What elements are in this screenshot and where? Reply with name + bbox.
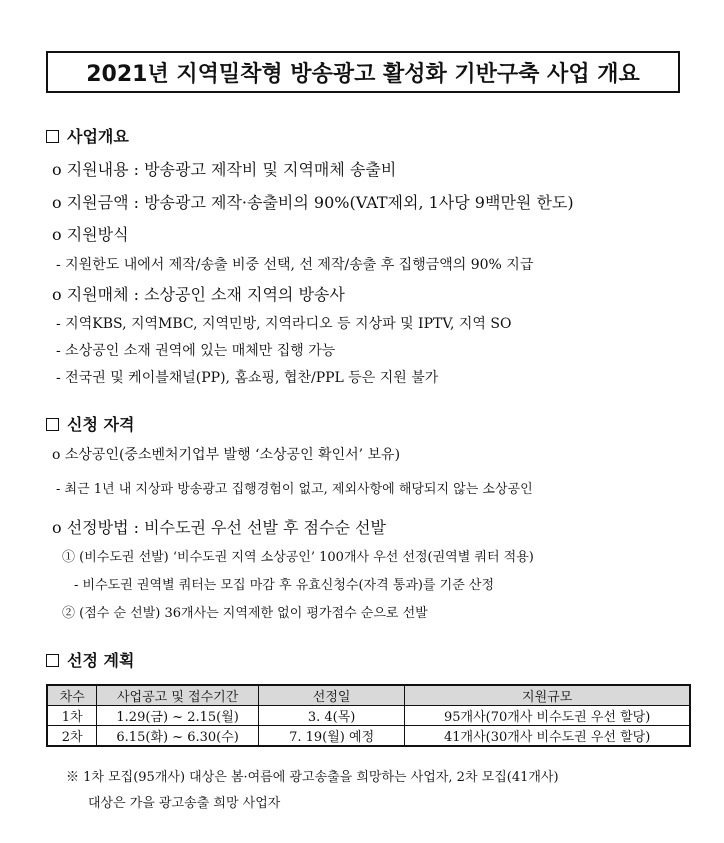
schedule-table — [46, 684, 691, 747]
selection-step-1: ① (비수도권 선발) ‘비수도권 지역 소상공인’ 100개사 우선 선정(권역별 쿼터 적용) — [62, 550, 534, 565]
cell-round: 2차 — [47, 726, 97, 747]
cell-selection-date: 3. 4(목) — [258, 706, 404, 726]
media-item-1: - 지역KBS, 지역MBC, 지역민방, 지역라디오 등 지상파 및 IPTV, 지역 SO — [56, 316, 512, 332]
cell-selection-date: 7. 19(월) 예정 — [258, 726, 404, 747]
column-header-round: 차수 — [47, 685, 97, 706]
section-heading-overview — [46, 124, 129, 147]
support-method: o 지원방식 — [52, 225, 129, 244]
media-item-2: - 소상공인 소재 권역에 있는 매체만 집행 가능 — [56, 343, 336, 359]
column-header-selection-date: 선정일 — [258, 685, 404, 706]
section-heading-text: 선정 계획 — [67, 651, 135, 670]
cell-round: 1차 — [47, 706, 97, 726]
checkbox-square-icon — [46, 418, 59, 431]
column-header-support-scale: 지원규모 — [405, 685, 690, 706]
column-header-period: 사업공고 및 접수기간 — [97, 685, 259, 706]
section-heading-text: 사업개요 — [67, 127, 129, 146]
cell-support-scale: 95개사(70개사 비수도권 우선 할당) — [405, 706, 690, 726]
note-line-2: 대상은 가을 광고송출 희망 사업자 — [88, 796, 281, 811]
checkbox-square-icon — [46, 654, 59, 667]
cell-period: 1.29(금) ~ 2.15(월) — [97, 706, 259, 726]
section-heading-schedule — [46, 648, 134, 671]
support-method-detail: - 지원한도 내에서 제작/송출 비중 선택, 선 제작/송출 후 집행금액의 90% 지급 — [56, 257, 534, 273]
checkbox-square-icon — [46, 130, 59, 143]
eligibility: o 소상공인(중소벤처기업부 발행 ‘소상공인 확인서’ 보유) — [52, 447, 401, 463]
selection-step-1-detail: - 비수도권 권역별 쿼터는 모집 마감 후 유효신청수(자격 통과)를 기준 산정 — [74, 578, 495, 593]
cell-support-scale: 41개사(30개사 비수도권 우선 할당) — [405, 726, 690, 747]
support-content: o 지원내용 : 방송광고 제작비 및 지역매체 송출비 — [52, 160, 397, 179]
table-row — [47, 726, 690, 747]
note-line-1: ※ 1차 모집(95개사) 대상은 봄·여름에 광고송출을 희망하는 사업자, 2차 모집(41개사) — [66, 770, 559, 785]
eligibility-detail: - 최근 1년 내 지상파 방송광고 집행경험이 없고, 제외사항에 해당되지 않는 소상공인 — [56, 482, 533, 497]
cell-period: 6.15(화) ~ 6.30(수) — [97, 726, 259, 747]
section-heading-text: 신청 자격 — [67, 415, 135, 434]
support-media: o 지원매체 : 소상공인 소재 지역의 방송사 — [52, 285, 345, 304]
support-amount: o 지원금액 : 방송광고 제작·송출비의 90%(VAT제외, 1사당 9백만원 한도) — [52, 193, 574, 212]
section-heading-eligibility — [46, 412, 134, 435]
document-title: 2021년 지역밀착형 방송광고 활성화 기반구축 사업 개요 — [46, 51, 680, 93]
table-header-row — [47, 685, 690, 706]
selection-method: o 선정방법 : 비수도권 우선 선발 후 점수순 선발 — [52, 518, 386, 537]
media-item-3: - 전국권 및 케이블채널(PP), 홈쇼핑, 협찬/PPL 등은 지원 불가 — [56, 370, 439, 386]
selection-step-2: ② (점수 순 선발) 36개사는 지역제한 없이 평가점수 순으로 선발 — [62, 606, 428, 621]
table-row — [47, 706, 690, 726]
